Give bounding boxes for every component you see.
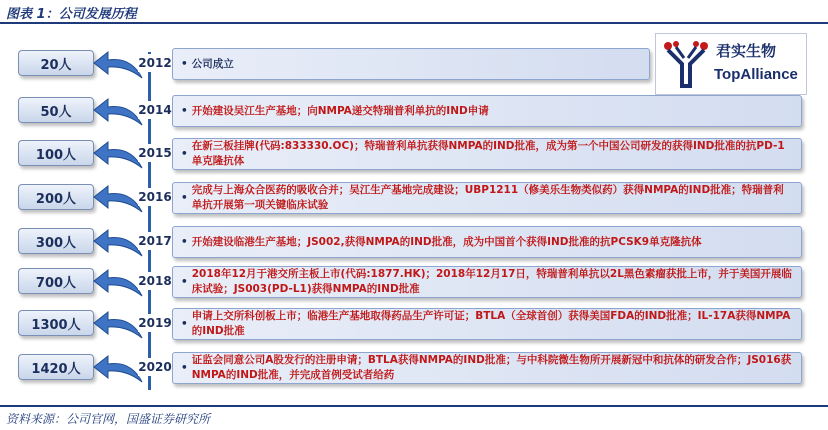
event-box [172,266,802,298]
staff-count-box: 1300人 [18,310,94,336]
staff-count-box: 20人 [18,50,94,76]
source-note: 资料来源：公司官网，国盛证券研究所 [6,412,211,426]
timeline-row [0,182,828,220]
curved-arrow-icon [92,226,144,260]
staff-count-box: 700人 [18,268,94,294]
staff-count-box: 300人 [18,228,94,254]
curved-arrow-icon [92,266,144,300]
bullet-icon: • [181,235,188,248]
timeline-row [0,138,828,176]
logo-chinese-name: 君实生物 [716,42,777,60]
event-text: 申请上交所科创板上市；临港生产基地取得药品生产许可证；BTLA（全球首创）获得美国FDA的IND批准；IL-17A获得NMPA的IND批准 [191,310,791,337]
event-text: 开始建设临港生产基地；JS002,获得NMPA的IND批准，成为中国首个获得IND批准的抗PCSK9单克隆抗体 [191,235,702,248]
event-box [172,226,802,258]
timeline-row [0,352,828,390]
bullet-icon: • [181,191,188,204]
event-text: 完成与上海众合医药的吸收合并；吴江生产基地完成建设；UBP1211（修美乐生物类似药）获得NMPA的IND批准；特瑞普利单抗开展第一项关键临床试验 [191,184,784,211]
event-box [172,138,802,170]
curved-arrow-icon [92,138,144,172]
bullet-icon: • [181,361,188,374]
bottom-rule [0,405,828,407]
event-box [172,48,650,80]
event-text: 开始建设吴江生产基地；向NMPA递交特瑞普利单抗的IND申请 [191,104,489,117]
logo-english-name: TopAlliance [714,66,798,83]
bullet-icon: • [181,275,188,288]
year-label: 2020 [138,360,172,374]
bullet-icon: • [181,104,188,117]
staff-count-box: 1420人 [18,354,94,380]
staff-count-box: 200人 [18,184,94,210]
event-box [172,352,802,384]
curved-arrow-icon [92,182,144,216]
bullet-icon: • [181,57,188,70]
year-label: 2015 [138,146,172,160]
logo-mark-icon [660,38,712,90]
bullet-icon: • [181,317,188,330]
curved-arrow-icon [92,352,144,386]
event-box [172,95,802,127]
timeline-row [0,226,828,264]
curved-arrow-icon [92,48,144,82]
figure-title: 图表 1：公司发展历程 [6,7,137,22]
event-text: 在新三板挂牌(代码:833330.OC)；特瑞普利单抗获得NMPA的IND批准，成为第一个中国公司研发的获得IND批准的抗PD-1单克隆抗体 [191,140,785,167]
year-label: 2018 [138,274,172,288]
bullet-icon: • [181,147,188,160]
curved-arrow-icon [92,95,144,129]
timeline-row [0,95,828,133]
company-logo [655,33,807,95]
timeline-row [0,308,828,346]
year-label: 2014 [138,103,172,117]
event-text: 2018年12月于港交所主板上市(代码:1877.HK)；2018年12月17日，特瑞普利单抗以2L黑色素瘤获批上市，并于美国开展临床试验；JS003(PD-L1)获得NMPA的IND批准 [191,268,792,295]
staff-count-box: 50人 [18,97,94,123]
year-label: 2017 [138,234,172,248]
event-box [172,308,802,340]
year-label: 2019 [138,316,172,330]
timeline-row [0,266,828,304]
event-box [172,182,802,214]
year-label: 2012 [138,56,172,70]
event-text: 证监会同意公司A股发行的注册申请；BTLA获得NMPA的IND批准；与中科院微生物所开展新冠中和抗体的研发合作；JS016获NMPA的IND批准，并完成首例受试者给药 [191,354,792,381]
curved-arrow-icon [92,308,144,342]
staff-count-box: 100人 [18,140,94,166]
top-rule [0,22,828,24]
year-label: 2016 [138,190,172,204]
event-text: 公司成立 [191,57,234,70]
